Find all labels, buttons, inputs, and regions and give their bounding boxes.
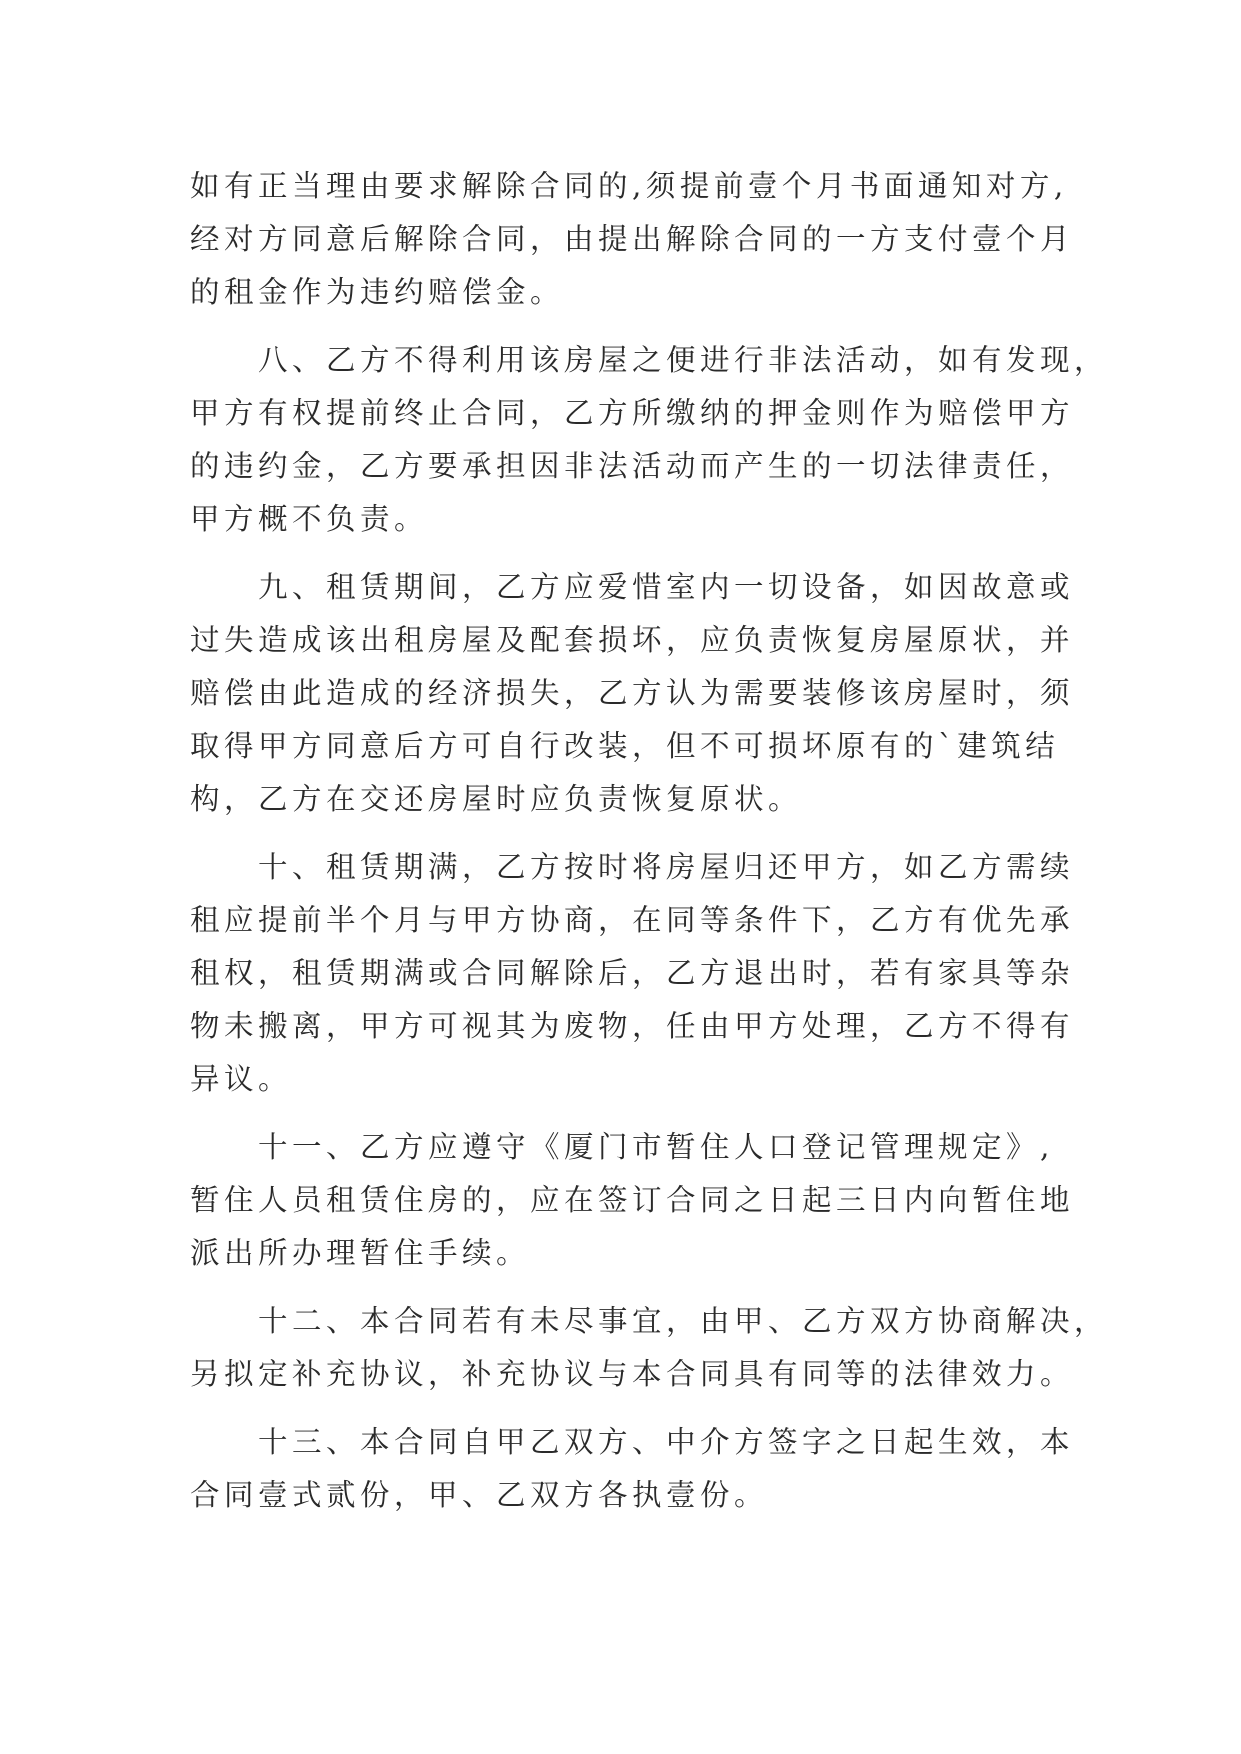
text-line: 合同壹式贰份，甲、乙双方各执壹份。 [190, 1478, 769, 1512]
text-line: 十、租赁期满，乙方按时将房屋归还甲方，如乙方需续 [190, 850, 1075, 884]
text-line: 派出所办理暂住手续。 [190, 1236, 531, 1270]
text-line: 赔偿由此造成的经济损失，乙方认为需要装修该房屋时，须 [190, 676, 1075, 710]
contract-body [190, 160, 1109, 1537]
clause-13 [190, 1416, 1090, 1522]
clause-10 [190, 841, 1090, 1106]
text-line: 物未搬离，甲方可视其为废物，任由甲方处理，乙方不得有 [190, 1009, 1075, 1043]
text-line: 如有正当理由要求解除合同的,须提前壹个月书面通知对方, [190, 169, 1068, 203]
text-line: 十一、乙方应遵守《厦门市暂住人口登记管理规定》, [190, 1130, 1054, 1164]
clause-8 [190, 334, 1109, 546]
text-line: 甲方概不负责。 [190, 502, 429, 536]
text-line: 租应提前半个月与甲方协商，在同等条件下，乙方有优先承 [190, 903, 1075, 937]
text-line: 异议。 [190, 1062, 293, 1096]
text-line: 十三、本合同自甲乙双方、中介方签字之日起生效，本 [190, 1425, 1075, 1459]
text-line: 的违约金，乙方要承担因非法活动而产生的一切法律责任， [190, 449, 1075, 483]
text-line: 租权，租赁期满或合同解除后，乙方退出时，若有家具等杂 [190, 956, 1075, 990]
text-line: 暂住人员租赁住房的，应在签订合同之日起三日内向暂住地 [190, 1183, 1075, 1217]
clause-12 [190, 1295, 1109, 1401]
text-line: 的租金作为违约赔偿金。 [190, 275, 565, 309]
text-line: 九、租赁期间，乙方应爱惜室内一切设备，如因故意或 [190, 570, 1075, 604]
clause-11 [190, 1121, 1090, 1280]
text-line: 取得甲方同意后方可自行改装，但不可损坏原有的`建筑结 [190, 729, 1060, 763]
text-line: 另拟定补充协议，补充协议与本合同具有同等的法律效力。 [190, 1357, 1075, 1391]
text-line: 八、乙方不得利用该房屋之便进行非法活动，如有发现， [190, 343, 1109, 377]
text-line: 经对方同意后解除合同，由提出解除合同的一方支付壹个月 [190, 222, 1075, 256]
text-line: 十二、本合同若有未尽事宜，由甲、乙方双方协商解决， [190, 1304, 1109, 1338]
text-line: 甲方有权提前终止合同，乙方所缴纳的押金则作为赔偿甲方 [190, 396, 1075, 430]
paragraph-termination-notice [190, 160, 1090, 319]
text-line: 过失造成该出租房屋及配套损坏，应负责恢复房屋原状，并 [190, 623, 1075, 657]
text-line: 构，乙方在交还房屋时应负责恢复原状。 [190, 782, 803, 816]
clause-9 [190, 561, 1090, 826]
